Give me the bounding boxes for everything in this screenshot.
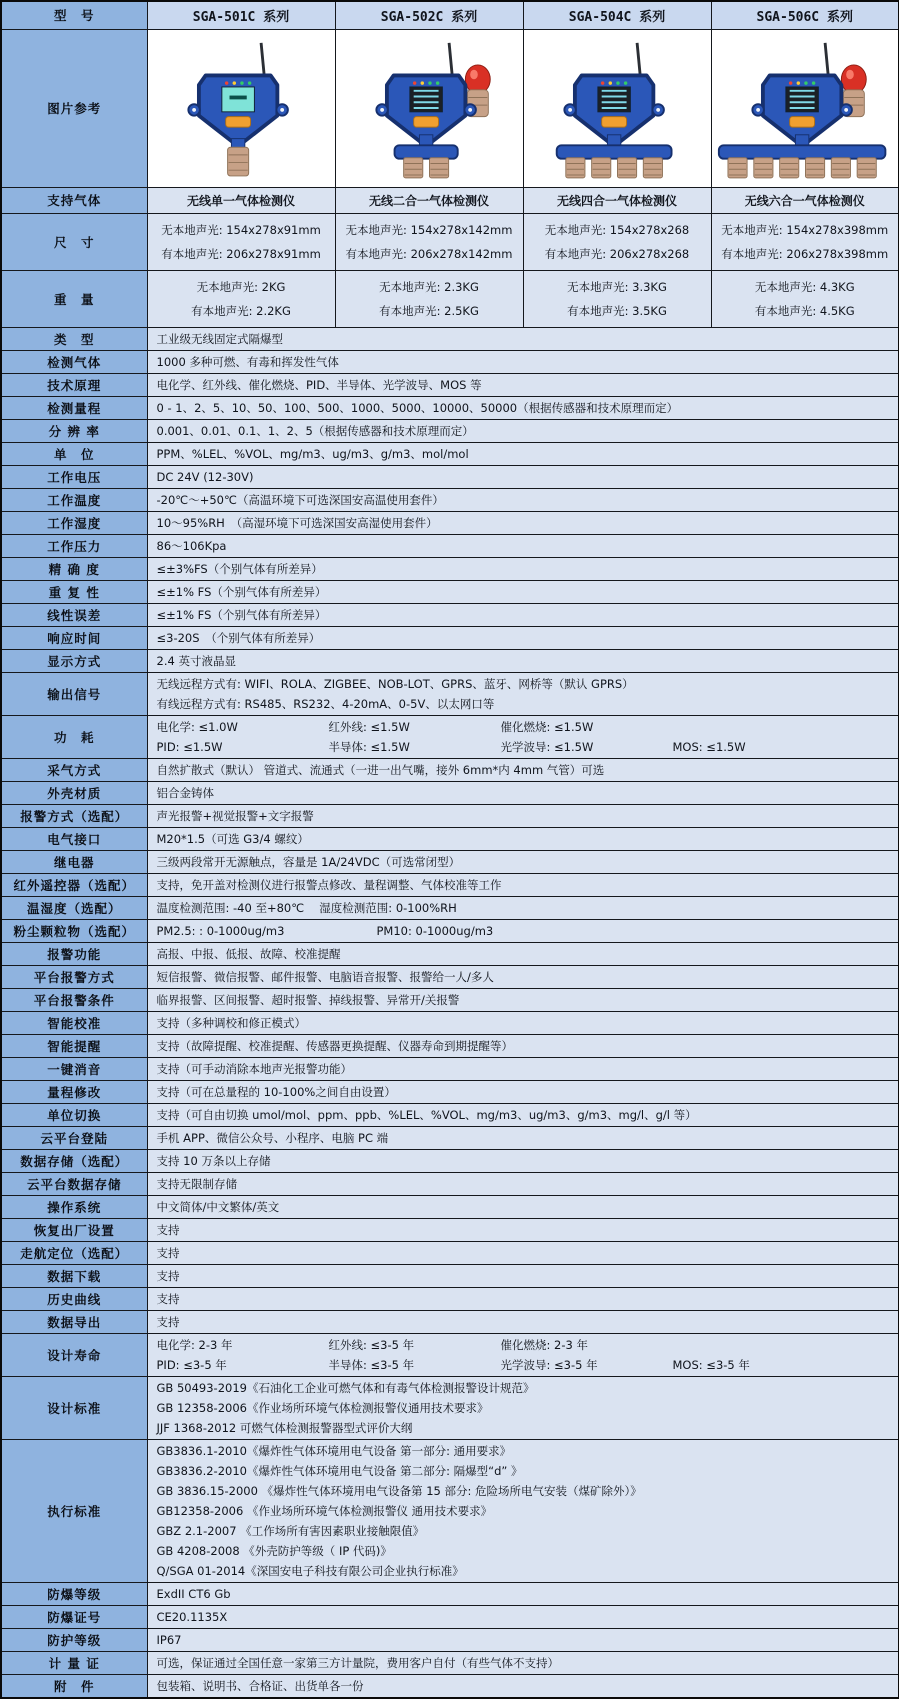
spec-text: 电化学: 2-3 年 [156,1337,233,1352]
spec-label: 云平台登陆 [1,1126,147,1149]
weight-value: 无本地声光: 2.3KG 有本地声光: 2.5KG [335,270,523,327]
spec-label: 设计标准 [1,1376,147,1439]
product-image [523,29,711,187]
spec-text: 0 - 1、2、5、10、50、100、500、1000、5000、10000、50000（根据传感器和技术原理而定） [156,400,679,415]
spec-value [147,1605,899,1628]
spec-value [147,465,899,488]
series-501c: SGA-501C 系列 [147,1,335,29]
spec-text: ≤±1% FS（个别气体有所差异） [156,584,327,599]
spec-label: 响应时间 [1,626,147,649]
spec-value [147,1103,899,1126]
spec-text: 支持无限制存储 [156,1176,237,1191]
spec-text: 半导体: ≤3-5 年 [328,1357,415,1372]
spec-text: CE20.1135X [156,1609,228,1624]
spec-label: 数据存储（选配） [1,1149,147,1172]
spec-text: Q/SGA 01-2014《深国安电子科技有限公司企业执行标准》 [156,1563,464,1578]
spec-text: GB3836.2-2010《爆炸性气体环境用电气设备 第二部分: 隔爆型“d” 》 [156,1463,523,1478]
spec-value [147,1651,899,1674]
spec-label: 防爆等级 [1,1582,147,1605]
spec-label: 检测量程 [1,396,147,419]
spec-value [147,1674,899,1698]
spec-value [147,580,899,603]
gas-detector-illustration [340,33,518,183]
spec-text: GB 3836.15-2000 《爆炸性气体环境用电气设备第 15 部分: 危险场所电气安装（煤矿除外）》 [156,1483,642,1498]
spec-row [1,1172,899,1195]
spec-value [147,396,899,419]
spec-value [147,511,899,534]
spec-text: ExdII CT6 Gb [156,1586,231,1601]
spec-value [147,781,899,804]
series-502c: SGA-502C 系列 [335,1,523,29]
spec-label: 粉尘颗粒物（选配） [1,919,147,942]
spec-text: 支持（多种调校和修正模式） [156,1015,306,1030]
spec-label: 检测气体 [1,350,147,373]
header-row [1,1,899,29]
spec-text: JJF 1368-2012 可燃气体检测报警器型式评价大纲 [156,1420,413,1435]
series-506c: SGA-506C 系列 [711,1,899,29]
spec-value [147,373,899,396]
spec-text: 支持（可在总量程的 10-100%之间自由设置） [156,1084,396,1099]
spec-value [147,1582,899,1605]
spec-text: 支持 10 万条以上存储 [156,1153,271,1168]
spec-row [1,327,899,350]
spec-label: 智能校准 [1,1011,147,1034]
spec-value [147,919,899,942]
spec-text: 自然扩散式（默认） 管道式、流通式（一进一出气嘴，接外 6mm*内 4mm 气管）可选 [156,762,605,777]
spec-text: 0.001、0.01、0.1、1、2、5（根据传感器和技术原理而定） [156,423,474,438]
spec-row [1,465,899,488]
spec-value [147,649,899,672]
spec-row [1,1057,899,1080]
spec-text: GB3836.1-2010《爆炸性气体环境用电气设备 第一部分: 通用要求》 [156,1443,512,1458]
spec-value [147,1376,899,1439]
spec-label: 分 辨 率 [1,419,147,442]
spec-row [1,1218,899,1241]
image-row [1,29,899,187]
spec-label: 工作压力 [1,534,147,557]
product-image [147,29,335,187]
weight-value: 无本地声光: 3.3KG 有本地声光: 3.5KG [523,270,711,327]
spec-text: 工业级无线固定式隔爆型 [156,331,283,346]
spec-text: 1000 多种可燃、有毒和挥发性气体 [156,354,339,369]
spec-text: 临界报警、区间报警、超时报警、掉线报警、异常开/关报警 [156,992,460,1007]
spec-value [147,804,899,827]
spec-label: 数据下载 [1,1264,147,1287]
spec-row [1,965,899,988]
spec-text: 支持（故障提醒、校准提醒、传感器更换提醒、仪器寿命到期提醒等） [156,1038,513,1053]
weight-label: 重 量 [1,270,147,327]
spec-label: 走航定位（选配） [1,1241,147,1264]
spec-text: ≤3-20S （个别气体有所差异） [156,630,321,645]
spec-text: PPM、%LEL、%VOL、mg/m3、ug/m3、g/m3、mol/mol [156,446,469,461]
spec-label: 工作电压 [1,465,147,488]
spec-value [147,1310,899,1333]
spec-value [147,1149,899,1172]
spec-label: 线性误差 [1,603,147,626]
size-row [1,213,899,270]
spec-row [1,896,899,919]
spec-label: 输出信号 [1,672,147,715]
spec-text: MOS: ≤3-5 年 [672,1357,750,1372]
spec-row [1,1195,899,1218]
spec-row [1,488,899,511]
spec-row [1,1287,899,1310]
gas-detector-illustration [152,33,330,183]
spec-text: 包装箱、说明书、合格证、出货单各一份 [156,1678,364,1693]
spec-text: 催化燃烧: 2-3 年 [500,1337,588,1352]
spec-text: 支持（可手动消除本地声光报警功能） [156,1061,352,1076]
spec-body [1,327,899,1698]
spec-label: 显示方式 [1,649,147,672]
spec-label: 报警功能 [1,942,147,965]
spec-text: 支持 [156,1314,180,1329]
product-image [711,29,899,187]
spec-label: 防爆证号 [1,1605,147,1628]
spec-text: 光学波导: ≤1.5W [500,739,594,754]
spec-text: 电化学: ≤1.0W [156,719,238,734]
spec-value [147,1034,899,1057]
spec-label: 设计寿命 [1,1333,147,1376]
spec-text: 支持 [156,1268,180,1283]
spec-value [147,672,899,715]
spec-text: MOS: ≤1.5W [672,739,746,754]
spec-text: 半导体: ≤1.5W [328,739,410,754]
spec-label: 采气方式 [1,758,147,781]
spec-text: IP67 [156,1632,182,1647]
spec-row [1,1439,899,1582]
spec-text: 支持 [156,1291,180,1306]
spec-text: 电化学、红外线、催化燃烧、PID、半导体、光学波导、MOS 等 [156,377,482,392]
spec-text: 支持，免开盖对检测仪进行报警点修改、量程调整、气体校准等工作 [156,877,502,892]
spec-text: ≤±1% FS（个别气体有所差异） [156,607,327,622]
gas-value: 无线六合一气体检测仪 [711,187,899,213]
spec-text: 催化燃烧: ≤1.5W [500,719,594,734]
spec-row [1,442,899,465]
spec-row [1,942,899,965]
spec-value [147,1439,899,1582]
spec-text: GB 50493-2019《石油化工企业可燃气体和有毒气体检测报警设计规范》 [156,1380,535,1395]
spec-row [1,1264,899,1287]
spec-row [1,988,899,1011]
spec-value [147,942,899,965]
model-label: 型 号 [1,1,147,29]
spec-text: 支持 [156,1245,180,1260]
spec-text: GBZ 2.1-2007 《工作场所有害因素职业接触限值》 [156,1523,425,1538]
spec-value [147,1195,899,1218]
spec-text: 支持 [156,1222,180,1237]
product-image [335,29,523,187]
spec-row [1,1011,899,1034]
spec-row [1,1674,899,1698]
spec-label: 技术原理 [1,373,147,396]
spec-row [1,1149,899,1172]
spec-row [1,511,899,534]
spec-label: 重 复 性 [1,580,147,603]
spec-value [147,1126,899,1149]
series-504c: SGA-504C 系列 [523,1,711,29]
spec-value [147,488,899,511]
spec-row [1,603,899,626]
spec-row [1,534,899,557]
spec-value [147,1628,899,1651]
spec-row [1,1310,899,1333]
spec-text: PID: ≤1.5W [156,739,223,754]
spec-text: GB 12358-2006《作业场所环境气体检测报警仪通用技术要求》 [156,1400,489,1415]
spec-label: 云平台数据存储 [1,1172,147,1195]
gas-row [1,187,899,213]
size-value: 无本地声光: 154x278x91mm 有本地声光: 206x278x91mm [147,213,335,270]
spec-row [1,350,899,373]
spec-text: ≤±3%FS（个别气体有所差异） [156,561,323,576]
spec-label: 精 确 度 [1,557,147,580]
spec-label: 平台报警方式 [1,965,147,988]
size-value: 无本地声光: 154x278x142mm 有本地声光: 206x278x142mm [335,213,523,270]
gas-detector-illustration [528,33,706,183]
spec-label: 防护等级 [1,1628,147,1651]
spec-row [1,758,899,781]
spec-value [147,626,899,649]
top-body [1,1,899,327]
spec-row [1,1126,899,1149]
spec-text: GB 4208-2008 《外壳防护等级（ IP 代码)》 [156,1543,392,1558]
spec-row [1,781,899,804]
spec-text: 红外线: ≤3-5 年 [328,1337,415,1352]
spec-label: 智能提醒 [1,1034,147,1057]
spec-value [147,758,899,781]
spec-row [1,715,899,758]
spec-label: 量程修改 [1,1080,147,1103]
spec-row [1,419,899,442]
spec-value [147,873,899,896]
spec-row [1,1080,899,1103]
spec-label: 执行标准 [1,1439,147,1582]
spec-text: 有线远程方式有: RS485、RS232、4-20mA、0-5V、以太网口等 [156,696,495,711]
spec-row [1,396,899,419]
spec-row [1,1651,899,1674]
spec-row [1,373,899,396]
spec-text: 温度检测范围: -40 至+80℃ 湿度检测范围: 0-100%RH [156,900,457,915]
spec-value [147,850,899,873]
spec-label: 外壳材质 [1,781,147,804]
spec-row [1,580,899,603]
weight-value: 无本地声光: 4.3KG 有本地声光: 4.5KG [711,270,899,327]
spec-label: 历史曲线 [1,1287,147,1310]
spec-label: 工作湿度 [1,511,147,534]
spec-row [1,1628,899,1651]
spec-label: 单 位 [1,442,147,465]
spec-value [147,1264,899,1287]
spec-value [147,896,899,919]
spec-label: 恢复出厂设置 [1,1218,147,1241]
spec-value [147,715,899,758]
spec-label: 电气接口 [1,827,147,850]
spec-text: 光学波导: ≤3-5 年 [500,1357,598,1372]
spec-label: 报警方式（选配） [1,804,147,827]
spec-text: 三级两段常开无源触点，容量是 1A/24VDC（可选常闭型） [156,854,461,869]
weight-row [1,270,899,327]
spec-row [1,649,899,672]
spec-text: 铝合金铸体 [156,785,214,800]
spec-text: PM2.5: : 0-1000ug/m3 [156,923,285,938]
spec-label: 工作温度 [1,488,147,511]
spec-text: 手机 APP、微信公众号、小程序、电脑 PC 端 [156,1130,389,1145]
spec-value [147,534,899,557]
spec-text: 短信报警、微信报警、邮件报警、电脑语音报警、报警给一人/多人 [156,969,494,984]
spec-value [147,1080,899,1103]
spec-label: 温湿度（选配） [1,896,147,919]
spec-value [147,442,899,465]
spec-value [147,1172,899,1195]
spec-value [147,827,899,850]
spec-text: 86～106Kpa [156,538,227,553]
size-value: 无本地声光: 154x278x268 有本地声光: 206x278x268 [523,213,711,270]
spec-row [1,919,899,942]
spec-label: 平台报警条件 [1,988,147,1011]
spec-label: 一键消音 [1,1057,147,1080]
spec-text: PM10: 0-1000ug/m3 [376,923,494,938]
spec-row [1,1034,899,1057]
spec-row [1,1582,899,1605]
spec-row [1,557,899,580]
spec-text: 无线远程方式有: WIFI、ROLA、ZIGBEE、NOB-LOT、GPRS、蓝牙、网桥等（默认 GPRS） [156,676,634,691]
spec-text: 高报、中报、低报、故障、校准提醒 [156,946,341,961]
spec-row [1,850,899,873]
spec-text: 红外线: ≤1.5W [328,719,410,734]
spec-text: PID: ≤3-5 年 [156,1357,227,1372]
spec-value [147,1333,899,1376]
gas-value: 无线二合一气体检测仪 [335,187,523,213]
spec-value [147,419,899,442]
spec-label: 计 量 证 [1,1651,147,1674]
spec-row [1,1333,899,1376]
spec-text: 2.4 英寸液晶显 [156,653,236,668]
spec-text: 支持（可自由切换 umol/mol、ppm、ppb、%LEL、%VOL、mg/m3、ug/m3、g/m3、mg/l、g/l 等） [156,1107,697,1122]
spec-row [1,1103,899,1126]
spec-text: 可选，保证通过全国任意一家第三方计量院，费用客户自付（有些气体不支持） [156,1655,559,1670]
spec-label: 功 耗 [1,715,147,758]
spec-row [1,626,899,649]
size-value: 无本地声光: 154x278x398mm 有本地声光: 206x278x398mm [711,213,899,270]
spec-value [147,350,899,373]
spec-value [147,557,899,580]
spec-text: -20℃～+50℃（高温环境下可选深国安高温使用套件） [156,492,444,507]
spec-text: GB12358-2006 《作业场所环境气体检测报警仪 通用技术要求》 [156,1503,493,1518]
spec-text: 10～95%RH （高湿环境下可选深国安高湿使用套件） [156,515,438,530]
spec-value [147,1287,899,1310]
spec-label: 继电器 [1,850,147,873]
spec-label: 数据导出 [1,1310,147,1333]
spec-label: 红外遥控器（选配） [1,873,147,896]
spec-text: 中文简体/中文繁体/英文 [156,1199,280,1214]
spec-value [147,327,899,350]
spec-value [147,1218,899,1241]
gas-value: 无线单一气体检测仪 [147,187,335,213]
spec-text: DC 24V (12-30V) [156,469,254,484]
spec-value [147,1057,899,1080]
spec-value [147,965,899,988]
image-label: 图片参考 [1,29,147,187]
spec-row [1,672,899,715]
spec-label: 操作系统 [1,1195,147,1218]
spec-row [1,873,899,896]
spec-row [1,1241,899,1264]
spec-value [147,988,899,1011]
spec-row [1,1376,899,1439]
size-label: 尺 寸 [1,213,147,270]
spec-text: M20*1.5（可选 G3/4 螺纹） [156,831,309,846]
spec-value [147,1011,899,1034]
gas-label: 支持气体 [1,187,147,213]
spec-label: 单位切换 [1,1103,147,1126]
spec-value [147,603,899,626]
spec-row [1,804,899,827]
spec-value [147,1241,899,1264]
weight-value: 无本地声光: 2KG 有本地声光: 2.2KG [147,270,335,327]
spec-label: 类 型 [1,327,147,350]
spec-row [1,827,899,850]
spec-row [1,1605,899,1628]
spec-label: 附 件 [1,1674,147,1698]
gas-detector-illustration [716,33,894,183]
gas-value: 无线四合一气体检测仪 [523,187,711,213]
spec-text: 声光报警+视觉报警+文字报警 [156,808,314,823]
